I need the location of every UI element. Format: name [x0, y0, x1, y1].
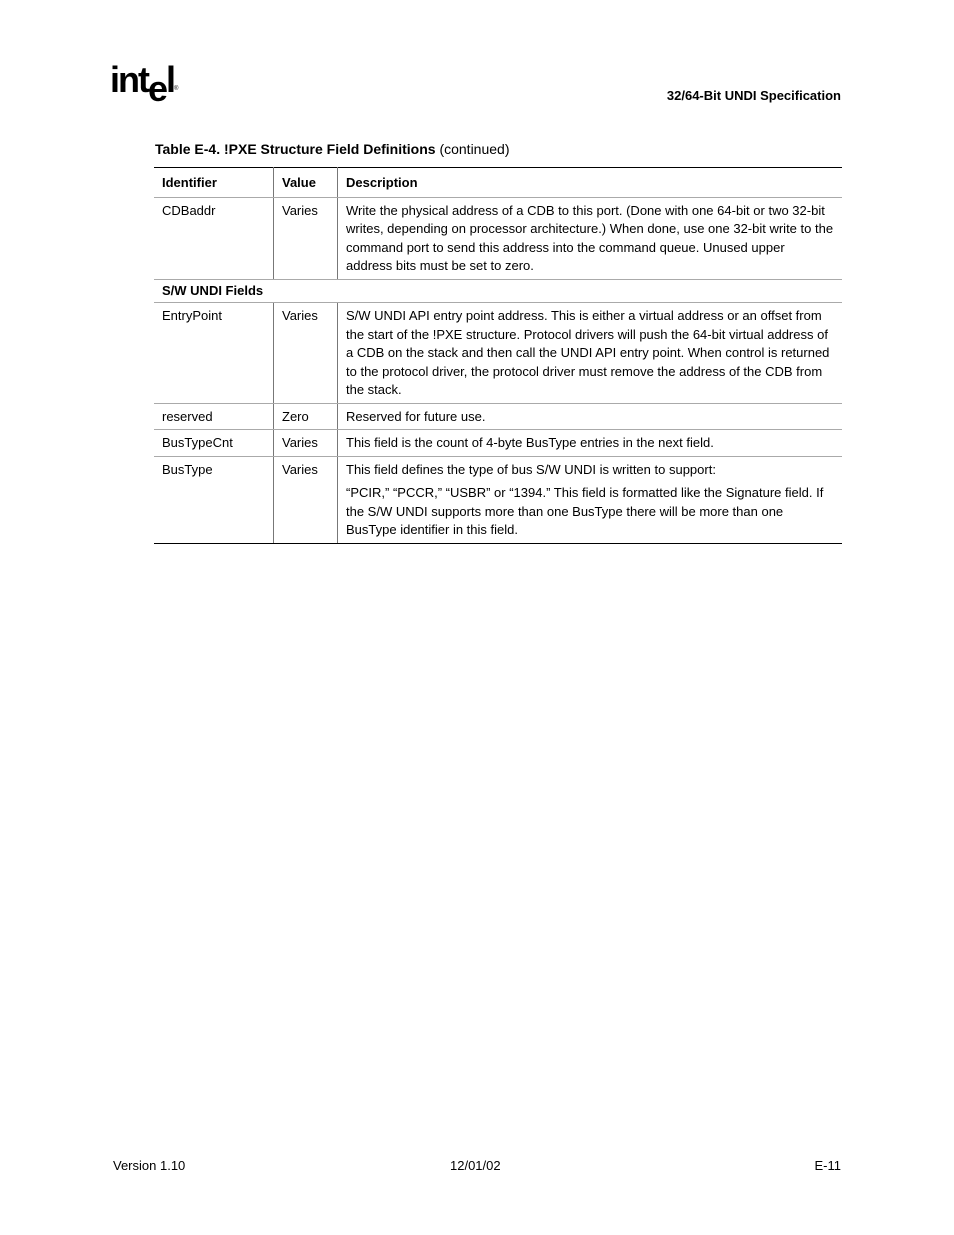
- registered-mark: ®: [174, 86, 179, 92]
- cell-description-paragraph-2: “PCIR,” “PCCR,” “USBR” or “1394.” This field is formatted like the Signature field. If the S/W UNDI supports more than one BusType there will be more than one BusType identifier in this field.: [346, 485, 824, 537]
- table-row: [154, 197, 842, 279]
- footer-version: Version 1.10: [113, 1158, 186, 1173]
- cell-value: Varies: [274, 303, 338, 404]
- table-row: [154, 403, 842, 430]
- field-definitions-table: [154, 167, 842, 544]
- cell-description: [338, 456, 843, 543]
- intel-logo: [110, 60, 178, 111]
- cell-description: S/W UNDI API entry point address. This is either a virtual address or an offset from the start of the !PXE structure. Protocol drivers will push the 64-bit virtual address of a CDB on the stack and then call the UNDI API entry point. When control is returned to the protocol driver, the protocol driver must remove the address of the CDB from the stack.: [338, 303, 843, 404]
- column-header-identifier: Identifier: [154, 168, 274, 198]
- cell-identifier: reserved: [154, 403, 274, 430]
- column-header-description: Description: [338, 168, 843, 198]
- table-caption: [155, 141, 510, 157]
- column-header-value: Value: [274, 168, 338, 198]
- table-caption-suffix: (continued): [435, 141, 510, 157]
- cell-identifier: BusType: [154, 456, 274, 543]
- footer-page-number: E-11: [814, 1158, 841, 1173]
- cell-value: Varies: [274, 197, 338, 279]
- cell-identifier: EntryPoint: [154, 303, 274, 404]
- cell-value: Varies: [274, 456, 338, 543]
- cell-identifier: CDBaddr: [154, 197, 274, 279]
- footer-date: 12/01/02: [450, 1158, 501, 1173]
- table-row: [154, 430, 842, 457]
- cell-description-paragraph-1: This field defines the type of bus S/W UNDI is written to support:: [346, 461, 716, 477]
- cell-value: Varies: [274, 430, 338, 457]
- cell-description: This field is the count of 4-byte BusType entries in the next field.: [338, 430, 843, 457]
- section-header-row: [154, 279, 842, 303]
- table-header-row: [154, 168, 842, 198]
- table-caption-label: Table E-4. !PXE Structure Field Definitions: [155, 141, 436, 157]
- logo-text: intel: [110, 59, 175, 109]
- cell-value: Zero: [274, 403, 338, 430]
- cell-identifier: BusTypeCnt: [154, 430, 274, 457]
- table-row: [154, 456, 842, 543]
- table-row: [154, 303, 842, 404]
- section-label: S/W UNDI Fields: [154, 279, 842, 303]
- cell-description: Reserved for future use.: [338, 403, 843, 430]
- cell-description: Write the physical address of a CDB to this port. (Done with one 64-bit or two 32-bit writes, depending on processor architecture.) When done, use one 32-bit write to the command port to send this address into the command queue. Unused upper address bits must be set to zero.: [338, 197, 843, 279]
- running-header-title: 32/64-Bit UNDI Specification: [666, 88, 841, 103]
